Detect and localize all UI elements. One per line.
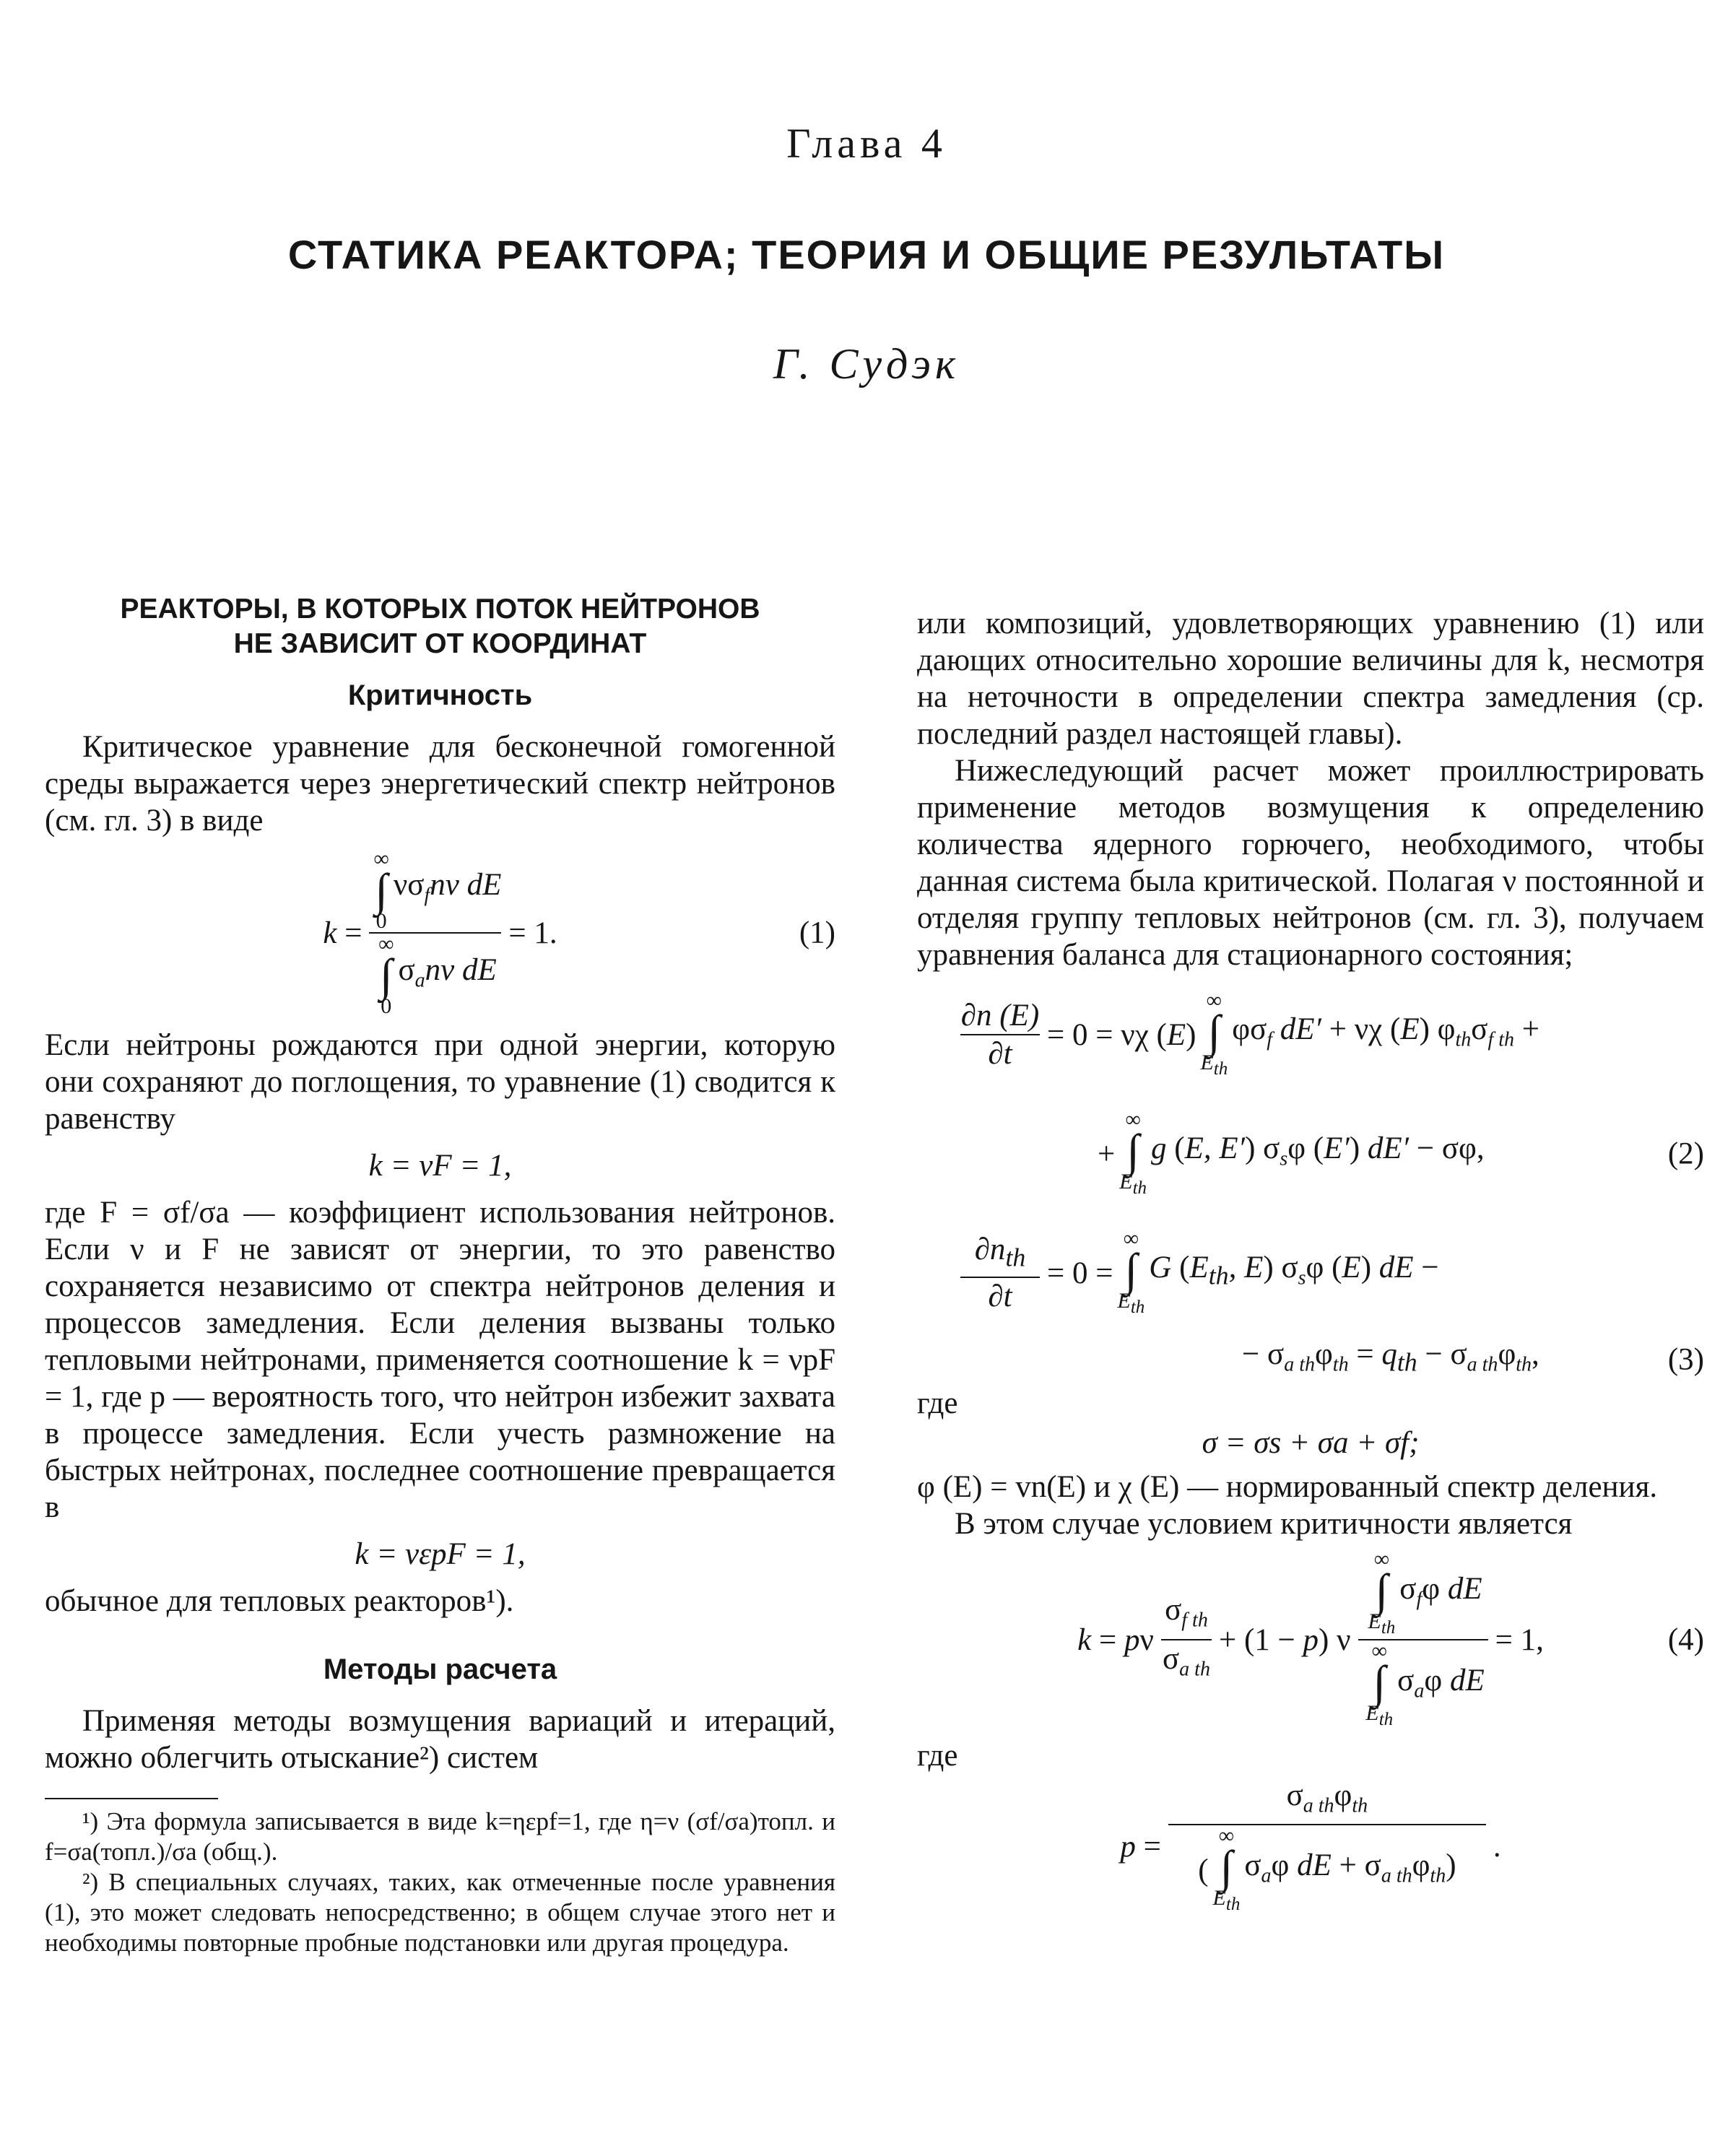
- equation-1-fraction: ∞ ∫ 0 $\nu\sigma_fnv$ dE ∞ ∫ 0 $\sigma_anv$ dE: [369, 848, 501, 1017]
- section-heading-line-2: НЕ ЗАВИСИТ ОТ КООРДИНАТ: [233, 628, 647, 659]
- paragraph-critical-equation: Критическое уравнение для бесконечной гомогенной среды выражается через энергетический спектр нейтронов (см. гл. 3) в виде: [45, 730, 835, 838]
- author: Г. Судэк: [773, 340, 960, 388]
- equation-2-line-1: $\frac{\partial n (E)}{\partial t}$ = 0 = νχ (E) ∞ ∫ $E_{th}$ $\varphi\sigma_f$ dE′ + νχ (E) $\varphi_{th}\sigma_{f th}$ +: [960, 988, 1540, 1079]
- equation-3-line-2: − $\sigma_{a th}\varphi_{th} = q_{th} - \sigma_{a th}\varphi_{th}$, (3): [1242, 1337, 1704, 1377]
- chapter-label: Глава 4: [786, 120, 947, 167]
- paragraph-thermal-reactors: обычное для тепловых реакторов¹).: [45, 1584, 514, 1618]
- equation-k-vepf: k = νεpF = 1,: [355, 1537, 526, 1571]
- where-label-2: где: [917, 1739, 958, 1773]
- where-label-1: где: [917, 1386, 958, 1420]
- equation-k-vf: k = νF = 1,: [368, 1149, 512, 1183]
- equation-1-number: (1): [799, 916, 835, 950]
- equation-4: k = pν $\frac{\sigma_{f th}}{\sigma_{a th}}$ + (1 − p) ν ∞ ∫ $E_{th}$ $\sigma_f\varphi$ dE ∞ ∫ $E_{th}$ $\sigma_a\varphi$ dE = 1, (4): [1077, 1547, 1704, 1729]
- paragraph-criticality-condition: В этом случае условием критичности является: [955, 1507, 1573, 1541]
- paragraph-perturbation: Нижеследующий расчет может проиллюстрировать применение методов возмущения к определению количества ядерного горючего, необходимого, чтобы данная система была критической. Полагая ν постоянной и отделяя группу тепловых нейтронов (см. гл. 3), получаем уравнения баланса для стационарного состояния;: [917, 754, 1704, 972]
- chapter-title: СТАТИКА РЕАКТОРА; ТЕОРИЯ И ОБЩИЕ РЕЗУЛЬТАТЫ: [287, 232, 1446, 277]
- equation-2-number: (2): [1667, 1136, 1704, 1171]
- section-heading-line-1: РЕАКТОРЫ, В КОТОРЫХ ПОТОК НЕЙТРОНОВ: [120, 594, 760, 625]
- paragraph-compositions: или композиций, удовлетворяющих уравнению (1) или дающих относительно хорошие величины для k, несмотря на неточности в определении спектра замедления (ср. последний раздел настоящей главы).: [917, 607, 1704, 751]
- footnote-2: ²) В специальных случаях, таких, как отмеченные после уравнения (1), это может следовать непосредственно; в общем случае этого нет и необходимы повторные пробные подстановки или другая процедура.: [45, 1868, 835, 1957]
- equation-1: k = ∞ ∫ 0 $\nu\sigma_fnv$ dE ∞ ∫ 0 $\sigma_anv$ dE = 1. (1): [323, 847, 835, 1018]
- left-column: [45, 592, 835, 1958]
- equation-4-number: (4): [1667, 1622, 1704, 1657]
- footnote-divider: [45, 1798, 218, 1799]
- equation-2-line-2: + ∞ ∫ $E_{th}$ g (E, E′) $\sigma_s\varphi$ (E′) dE′ − σφ, (2): [1098, 1107, 1704, 1198]
- paragraph-spectrum: φ (E) = vn(E) и χ (E) — нормированный спектр деления.: [917, 1470, 1658, 1504]
- subheading-criticality: Критичность: [347, 679, 533, 711]
- right-column: [917, 605, 1704, 1918]
- equation-p: p = $\sigma_{a th}\varphi_{th}$ ( ∞ ∫ $E_{th}$ $\sigma_a\varphi$ dE + $\sigma_{a th}\varphi_{th}$) .: [1120, 1778, 1501, 1915]
- equation-3-line-1: $\frac{\partial n_{th}}{\partial t}$ = 0 = ∞ ∫ $E_{th}$ G ($E_{th}$, E) $\sigma_s\varphi$ (E) dE −: [917, 1212, 1704, 1334]
- paragraph-single-energy: Если нейтроны рождаются при одной энергии, которую они сохраняют до поглощения, то уравнение (1) сводится к равенству: [45, 1028, 835, 1136]
- equation-sigma: σ = σs + σa + σf;: [1202, 1426, 1420, 1460]
- subheading-methods: Методы расчета: [323, 1653, 557, 1685]
- equation-3-number: (3): [1667, 1342, 1704, 1377]
- paragraph-methods: Применяя методы возмущения вариаций и итераций, можно облегчить отыскание²) систем: [45, 1704, 835, 1775]
- footnote-1: ¹) Эта формула записывается в виде k=ηεpf=1, где η=ν (σf/σa)топл. и f=σa(топл.)/σa (общ.).: [45, 1807, 835, 1866]
- paragraph-utilization: где F = σf/σa — коэффициент использования нейтронов. Если ν и F не зависят от энергии, то это равенство сохраняется независимо от спектра нейтронов деления и процессов замедления. Если деления вызваны только тепловыми нейтронами, применяется соотношение k = νpF = 1, где p — вероятность того, что нейтрон избежит захвата в процессе замедления. Если учесть размножение на быстрых нейтронах, последнее соотношение превращается в: [45, 1196, 835, 1524]
